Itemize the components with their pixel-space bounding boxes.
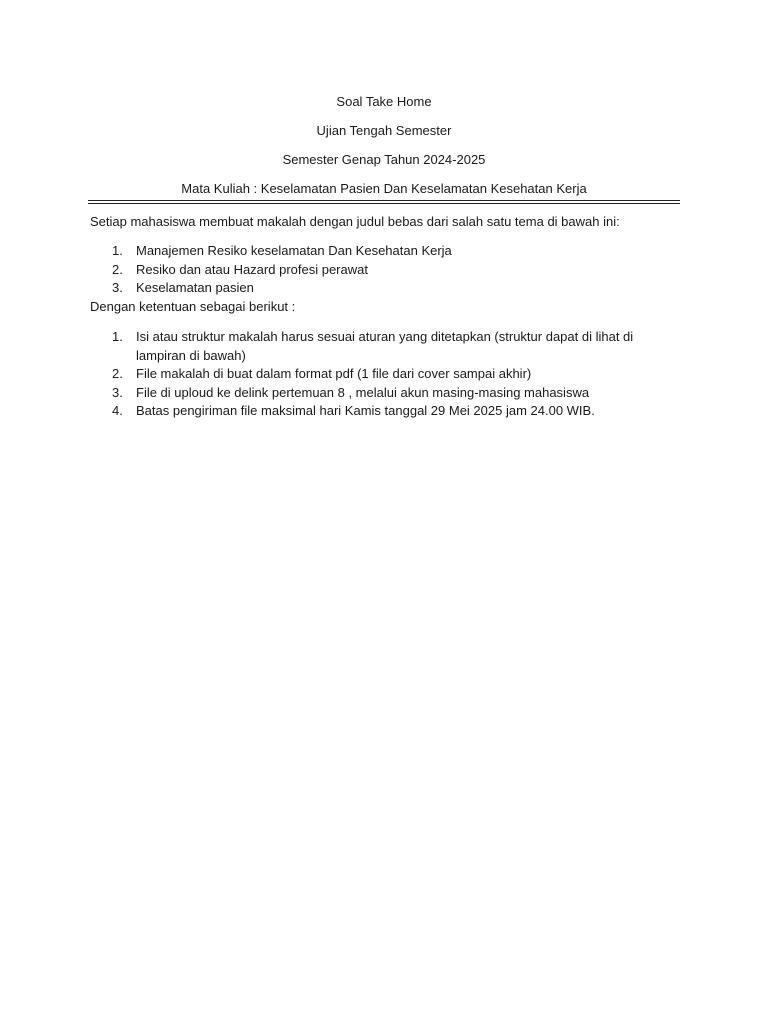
header-divider-bottom [88, 203, 680, 204]
list-number: 2. [112, 366, 123, 381]
list-item [0, 279, 768, 298]
list-text: File makalah di buat dalam format pdf (1 file dari cover sampai akhir) [136, 366, 532, 381]
list-text: Manajemen Resiko keselamatan Dan Kesehatan Kerja [136, 243, 452, 258]
list-number: 3. [112, 280, 123, 295]
list-item [0, 384, 768, 403]
list-text: Keselamatan pasien [136, 280, 254, 295]
list-number: 2. [112, 261, 123, 277]
list-item [0, 328, 768, 365]
semester-info: Semester Genap Tahun 2024-2025 [282, 152, 486, 167]
list-number: 1. [112, 243, 123, 258]
theme-list [0, 242, 768, 298]
list-number: 1. [112, 329, 123, 344]
list-item [0, 402, 768, 421]
list-text: Isi atau struktur makalah harus sesuai aturan yang ditetapkan (struktur dapat di lihat di lampiran di bawah) [136, 329, 634, 363]
list-text: Resiko dan atau Hazard profesi perawat [136, 261, 368, 277]
list-number: 4. [112, 403, 123, 418]
list-text: File di uploud ke delink pertemuan 8 , melalui akun masing-masing mahasiswa [136, 384, 590, 400]
header-divider-top [88, 200, 680, 201]
doc-title: Soal Take Home [336, 94, 432, 109]
list-number: 3. [112, 384, 123, 400]
list-item [0, 261, 768, 280]
list-item [0, 365, 768, 384]
course-name: Mata Kuliah : Keselamatan Pasien Dan Keselamatan Kesehatan Kerja [181, 181, 587, 196]
exam-name: Ujian Tengah Semester [316, 123, 452, 138]
list-text: Batas pengiriman file maksimal hari Kamis tanggal 29 Mei 2025 jam 24.00 WIB. [136, 403, 595, 418]
conditions-intro: Dengan ketentuan sebagai berikut : [90, 299, 296, 314]
list-item [0, 242, 768, 261]
intro-paragraph: Setiap mahasiswa membuat makalah dengan judul bebas dari salah satu tema di bawah ini: [90, 214, 620, 229]
conditions-list [0, 328, 768, 421]
